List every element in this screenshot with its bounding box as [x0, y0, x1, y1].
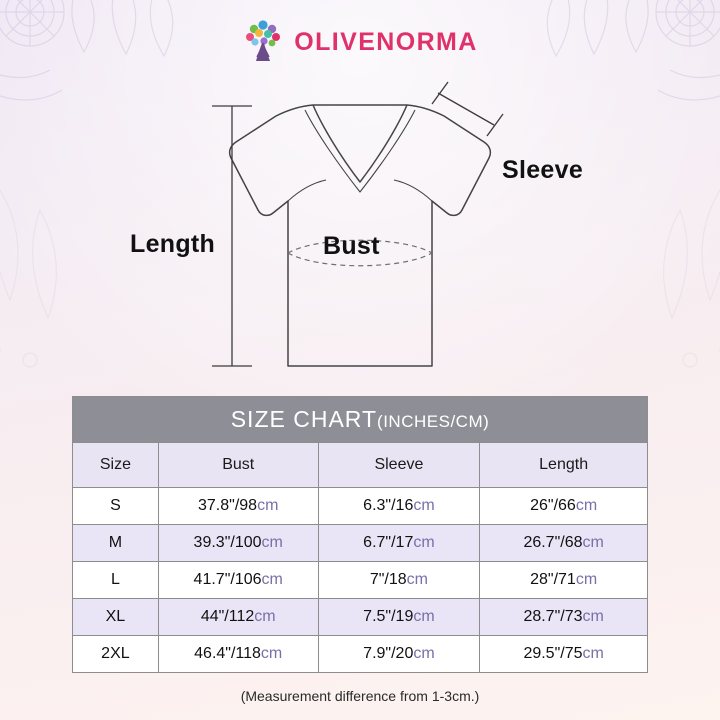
cell-length: 28.7"/73cm	[480, 599, 648, 636]
cell-bust: 44"/112cm	[158, 599, 318, 636]
cell-size: XL	[73, 599, 159, 636]
cell-sleeve: 7.5"/19cm	[318, 599, 480, 636]
table-row	[73, 599, 648, 636]
size-chart-title-main: SIZE CHART	[230, 406, 378, 432]
cell-length: 26"/66cm	[480, 488, 648, 525]
cell-bust: 46.4"/118cm	[158, 636, 318, 673]
sleeve-measure-bracket	[432, 82, 503, 136]
size-chart-title-row	[73, 397, 648, 443]
cell-sleeve: 6.7"/17cm	[318, 525, 480, 562]
table-header-row	[73, 443, 648, 488]
column-header-size: Size	[73, 443, 159, 488]
brand-name: OLIVENORMA	[294, 27, 478, 56]
length-measure-bracket	[212, 106, 252, 366]
table-row	[73, 488, 648, 525]
table-row	[73, 525, 648, 562]
cell-length: 29.5"/75cm	[480, 636, 648, 673]
cell-size: 2XL	[73, 636, 159, 673]
table-row	[73, 562, 648, 599]
size-chart-title-units: (INCHES/CM)	[377, 412, 490, 431]
cell-length: 28"/71cm	[480, 562, 648, 599]
cell-sleeve: 7"/18cm	[318, 562, 480, 599]
cell-size: L	[73, 562, 159, 599]
cell-size: M	[73, 525, 159, 562]
cell-sleeve: 6.3"/16cm	[318, 488, 480, 525]
label-sleeve: Sleeve	[502, 156, 584, 184]
cell-bust: 37.8"/98cm	[158, 488, 318, 525]
garment-illustration	[0, 70, 720, 390]
cell-sleeve: 7.9"/20cm	[318, 636, 480, 673]
cell-bust: 39.3"/100cm	[158, 525, 318, 562]
column-header-sleeve: Sleeve	[318, 443, 480, 488]
column-header-bust: Bust	[158, 443, 318, 488]
measurement-footnote: (Measurement difference from 1-3cm.)	[240, 688, 480, 704]
size-chart-table	[72, 396, 648, 673]
cell-size: S	[73, 488, 159, 525]
cell-bust: 41.7"/106cm	[158, 562, 318, 599]
label-bust: Bust	[323, 232, 380, 260]
table-row	[73, 636, 648, 673]
size-chart-title	[73, 397, 648, 443]
brand-header	[0, 14, 720, 70]
tree-of-life-icon	[242, 19, 284, 65]
cell-length: 26.7"/68cm	[480, 525, 648, 562]
tshirt-diagram-icon	[0, 70, 720, 390]
column-header-length: Length	[480, 443, 648, 488]
label-length: Length	[130, 230, 216, 258]
